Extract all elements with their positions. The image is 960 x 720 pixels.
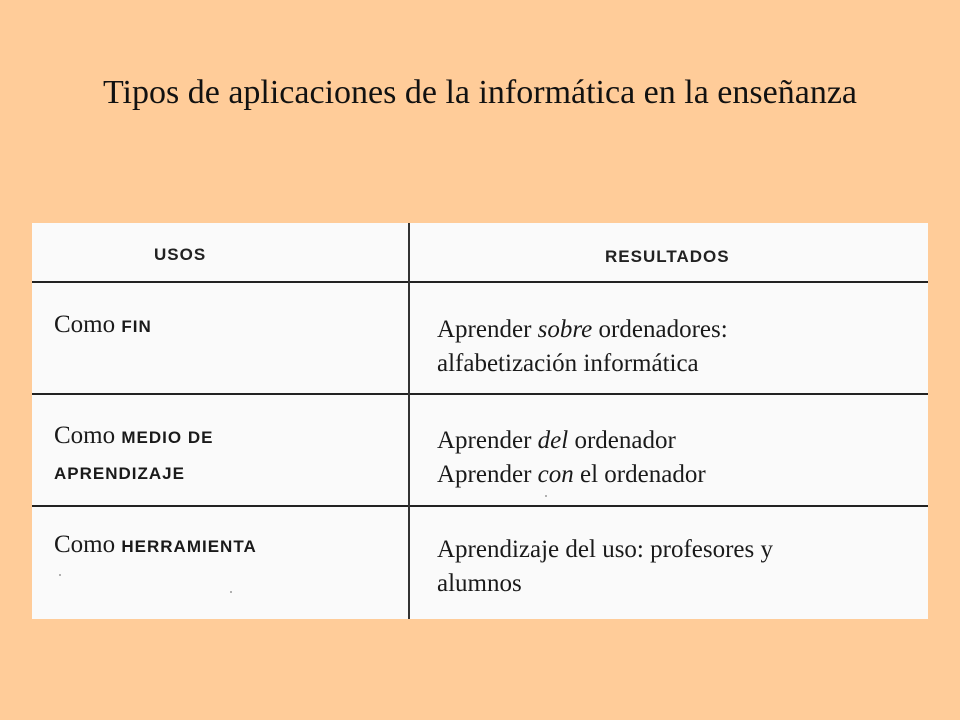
uso-cell bbox=[54, 528, 257, 564]
resultado-line: alumnos bbox=[437, 570, 522, 597]
resultado-line: Aprender con el ordenador bbox=[437, 461, 706, 488]
uso-term: MEDIO DE bbox=[121, 428, 214, 447]
header-resultados: RESULTADOS bbox=[605, 247, 730, 266]
uso-prefix: Como bbox=[54, 422, 116, 449]
uso-cell bbox=[54, 419, 213, 491]
resultado-line: alfabetización informática bbox=[437, 350, 699, 377]
uso-term: HERRAMIENTA bbox=[121, 537, 257, 556]
row-divider bbox=[32, 393, 928, 395]
uso-cell bbox=[54, 308, 152, 344]
resultado-cell bbox=[437, 533, 917, 601]
resultado-line: Aprendizaje del uso: profesores y bbox=[437, 536, 773, 563]
scan-speck bbox=[545, 495, 547, 497]
uso-prefix: Como bbox=[54, 311, 116, 338]
scan-speck bbox=[230, 591, 232, 593]
uso-prefix: Como bbox=[54, 531, 116, 558]
row-divider bbox=[32, 505, 928, 507]
uso-term: FIN bbox=[121, 317, 152, 336]
uso-term-continued: APRENDIZAJE bbox=[54, 464, 185, 483]
column-divider bbox=[408, 223, 410, 619]
scan-speck bbox=[59, 574, 61, 576]
header-divider bbox=[32, 281, 928, 283]
scanned-table bbox=[32, 223, 928, 619]
resultado-cell bbox=[437, 313, 917, 381]
header-usos: USOS bbox=[154, 245, 207, 264]
resultado-line: Aprender sobre ordenadores: bbox=[437, 316, 728, 343]
slide-title: Tipos de aplicaciones de la informática en la enseñanza bbox=[102, 74, 857, 111]
resultado-cell bbox=[437, 424, 917, 492]
resultado-line: Aprender del ordenador bbox=[437, 427, 676, 454]
